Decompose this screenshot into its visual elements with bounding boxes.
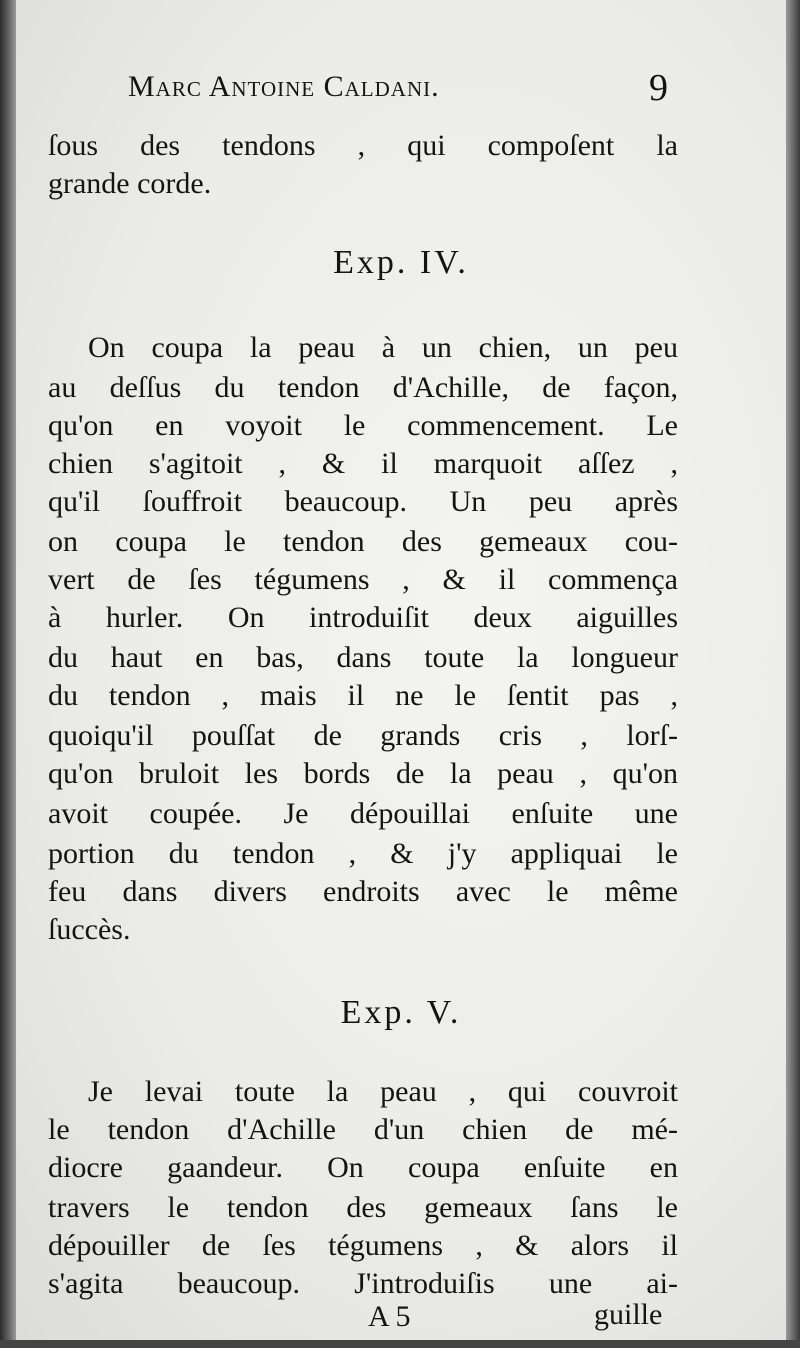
text-line: du tendon , mais il ne le ſentit pas , xyxy=(48,679,678,712)
text-line: avoit coupée. Je dépouillai enſuite une xyxy=(48,797,678,830)
text-line: Je levai toute la peau , qui couvroit xyxy=(88,1075,678,1108)
scan-border-right xyxy=(786,0,800,1348)
text-line: le tendon d'Achille d'un chien de mé- xyxy=(48,1113,678,1146)
text-line: qu'on bruloit les bords de la peau , qu'on xyxy=(48,757,678,790)
scan-border-bottom xyxy=(0,1340,800,1348)
text-line: du haut en bas, dans toute la longueur xyxy=(48,641,678,674)
text-line: travers le tendon des gemeaux ſans le xyxy=(48,1191,678,1224)
text-line: ſous des tendons , qui compoſent la xyxy=(48,129,678,162)
page-number: 9 xyxy=(649,67,668,109)
text-line: quoiqu'il pouſſat de grands cris , lorſ- xyxy=(48,719,678,752)
signature-mark: A 5 xyxy=(368,1300,411,1333)
text-line: dépouiller de ſes tégumens , & alors il xyxy=(48,1229,678,1262)
text-line: à hurler. On introduiſit deux aiguilles xyxy=(48,601,678,634)
text-line: on coupa le tendon des gemeaux cou- xyxy=(48,525,678,558)
text-line: On coupa la peau à un chien, un peu xyxy=(88,331,678,364)
text-line: feu dans divers endroits avec le même xyxy=(48,875,678,908)
text-line: chien s'agitoit , & il marquoit aſſez , xyxy=(48,447,678,480)
text-line: qu'il ſouffroit beaucoup. Un peu après xyxy=(48,485,678,518)
text-line: au deſſus du tendon d'Achille, de façon, xyxy=(48,371,678,404)
book-page xyxy=(16,0,786,1340)
text-line: qu'on en voyoit le commencement. Le xyxy=(48,409,678,442)
text-line: vert de ſes tégumens , & il commença xyxy=(48,563,678,596)
scan-border-left xyxy=(0,0,16,1348)
section-heading-exp-iv: Exp. IV. xyxy=(333,244,469,281)
text-line: diocre gaandeur. On coupa enſuite en xyxy=(48,1151,678,1184)
catchword: guille xyxy=(594,1298,663,1331)
page-header xyxy=(128,62,668,116)
text-line: grande corde. xyxy=(48,167,212,200)
section-heading-exp-v: Exp. V. xyxy=(340,994,462,1031)
text-line: s'agita beaucoup. J'introduiſis une ai- xyxy=(48,1267,678,1300)
text-line: portion du tendon , & j'y appliquai le xyxy=(48,837,678,870)
text-line: ſuccès. xyxy=(48,913,131,946)
running-title: Marc Antoine Caldani. xyxy=(128,70,440,103)
